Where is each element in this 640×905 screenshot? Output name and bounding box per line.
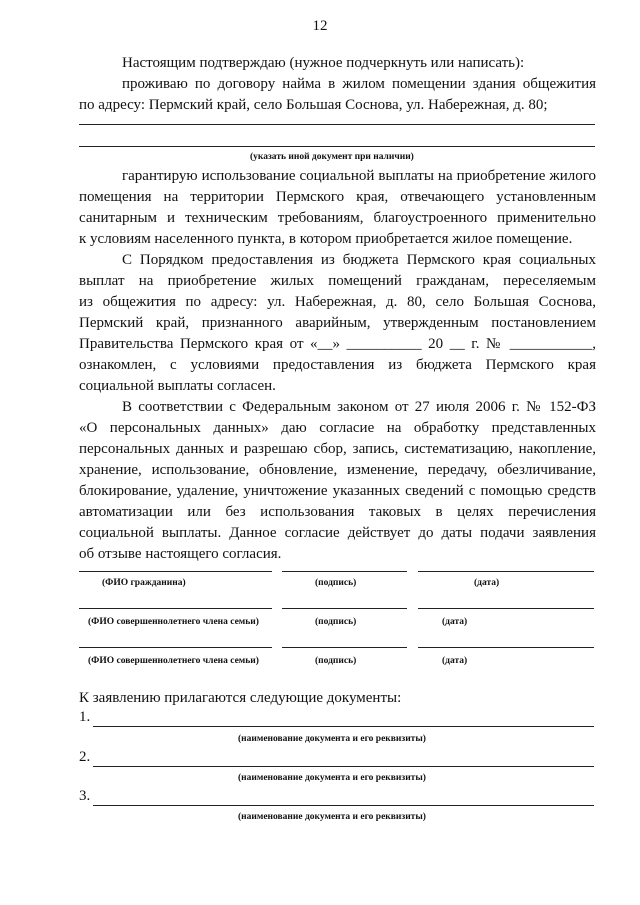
signature-name-caption-1: (ФИО гражданина) [102,578,186,588]
attachment-line-3[interactable] [93,805,594,806]
guarantee-line-2: помещения на территории Пермского края, отвечающего установленным [79,189,596,205]
signature-date-line-1[interactable] [418,571,594,572]
signature-sign-line-3[interactable] [282,647,407,648]
attachment-line-1[interactable] [93,726,594,727]
signature-name-line-2[interactable] [79,608,272,609]
signature-sign-caption-1: (подпись) [315,578,357,588]
residence-line-1: проживаю по договору найма в жилом помещении здания общежития [122,76,596,92]
consent-line-6: автоматизации или без использования таковых в целях перечисления [79,504,596,520]
signature-name-line-1[interactable] [79,571,272,572]
consent-line-7: социальной выплаты. Данное согласие действует до даты подачи заявления [79,525,596,541]
signature-date-line-2[interactable] [418,608,594,609]
consent-line-1: В соответствии с Федеральным законом от 27 июля 2006 г. № 152-ФЗ [122,399,596,415]
attachment-number-3: 3. [79,788,91,804]
guarantee-line-3: санитарным и техническим требованиям, благоустроенного применительно [79,210,596,226]
signature-name-line-3[interactable] [79,647,272,648]
attachment-caption-1: (наименование документа и его реквизиты) [238,734,426,744]
other-doc-caption: (указать иной документ при наличии) [250,152,414,162]
signature-date-caption-3: (дата) [442,656,468,666]
guarantee-line-1: гарантирую использование социальной выплаты на приобретение жилого [122,168,596,184]
attachment-line-2[interactable] [93,766,594,767]
other-doc-blank-line-1[interactable] [79,124,595,125]
signature-sign-line-1[interactable] [282,571,407,572]
signature-date-caption-2: (дата) [442,617,468,627]
procedure-line-1: С Порядком предоставления из бюджета Пермского края социальных [122,252,596,268]
consent-line-5: блокирование, удаление, уничтожение указанных сведений с помощью средств [79,483,596,499]
residence-line-2: по адресу: Пермский край, село Большая Соснова, ул. Набережная, д. 80; [79,97,548,113]
guarantee-line-4: к условиям населенного пункта, в котором приобретается жилое помещение. [79,231,573,247]
attachment-number-1: 1. [79,709,91,725]
other-doc-blank-line-2[interactable] [79,146,595,147]
attachment-caption-2: (наименование документа и его реквизиты) [238,773,426,783]
attachments-title: К заявлению прилагаются следующие документы: [79,690,402,706]
signature-name-caption-3: (ФИО совершеннолетнего члена семьи) [88,656,259,666]
attachment-caption-3: (наименование документа и его реквизиты) [238,812,426,822]
page-number: 12 [312,18,328,34]
consent-line-4: хранение, использование, обновление, изменение, передачу, обезличивание, [79,462,596,478]
signature-sign-caption-2: (подпись) [315,617,357,627]
procedure-line-5: Правительства Пермского края от «__» __________ 20 __ г. № ___________, [79,336,596,352]
consent-line-2: «О персональных данных» даю согласие на обработку представленных [79,420,596,436]
signature-date-line-3[interactable] [418,647,594,648]
attachment-number-2: 2. [79,749,91,765]
consent-line-3: персональных данных и разрешаю сбор, запись, систематизацию, накопление, [79,441,596,457]
signature-date-caption-1: (дата) [474,578,500,588]
signature-sign-line-2[interactable] [282,608,407,609]
procedure-line-2: выплат на приобретение жилых помещений гражданам, переселяемым [79,273,596,289]
signature-name-caption-2: (ФИО совершеннолетнего члена семьи) [88,617,259,627]
procedure-line-4: Пермский край, признанного аварийным, утвержденным постановлением [79,315,596,331]
procedure-line-6: ознакомлен, с условиями предоставления из бюджета Пермского края [79,357,596,373]
procedure-line-3: из общежития по адресу: ул. Набережная, д. 80, село Большая Соснова, [79,294,596,310]
signature-sign-caption-3: (подпись) [315,656,357,666]
intro-text: Настоящим подтверждаю (нужное подчеркнуть или написать): [122,55,525,71]
procedure-line-7: социальной выплаты согласен. [79,378,276,394]
consent-line-8: об отзыве настоящего согласия. [79,546,282,562]
